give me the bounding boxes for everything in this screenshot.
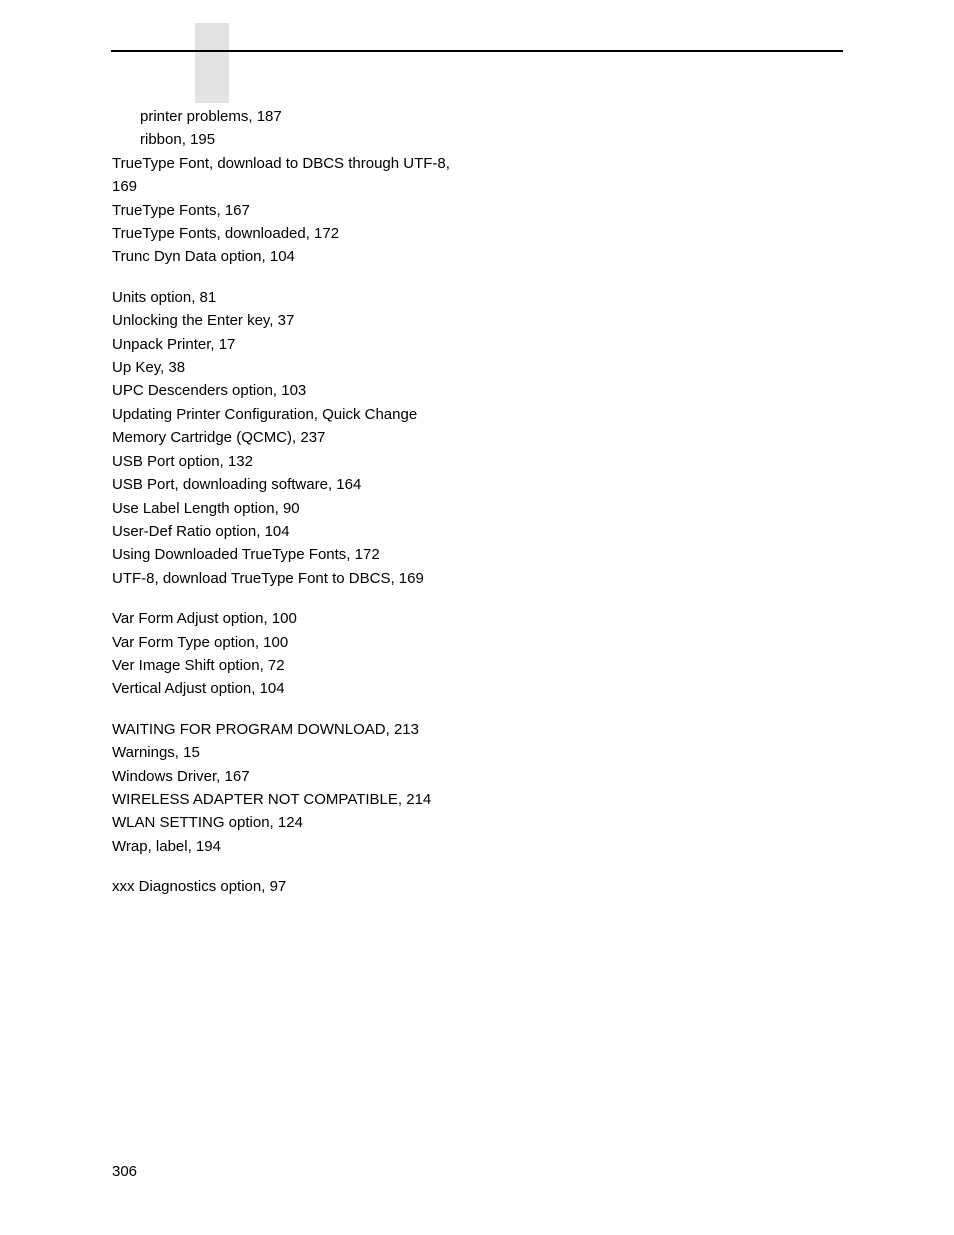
- index-entry: WLAN SETTING option, 124: [112, 814, 303, 832]
- index-entry: Units option, 81: [112, 288, 217, 306]
- page-number: 306: [112, 1163, 138, 1180]
- index-entry: TrueType Font, download to DBCS through UTF-8,: [112, 154, 450, 172]
- index-group: [112, 105, 532, 269]
- index-entry: Use Label Length option, 90: [112, 499, 300, 517]
- index-group: [112, 875, 532, 898]
- index-entry: Vertical Adjust option, 104: [112, 680, 285, 698]
- index-entry: TrueType Fonts, downloaded, 172: [112, 225, 340, 243]
- index-group: [112, 607, 532, 701]
- index-entry: WIRELESS ADAPTER NOT COMPATIBLE, 214: [112, 790, 432, 808]
- index-entry: 169: [112, 178, 138, 196]
- index-entry: Up Key, 38: [112, 359, 186, 377]
- index-entry: Unpack Printer, 17: [112, 335, 236, 353]
- index-entry: UTF-8, download TrueType Font to DBCS, 169: [112, 569, 424, 587]
- header-rule: [111, 50, 843, 52]
- index-entry: User-Def Ratio option, 104: [112, 522, 290, 540]
- index-entry: Memory Cartridge (QCMC), 237: [112, 429, 326, 447]
- index-entry: TrueType Fonts, 167: [112, 201, 250, 219]
- index-entry: USB Port option, 132: [112, 452, 253, 470]
- index-subentry: printer problems, 187: [140, 108, 282, 125]
- index-entry: Unlocking the Enter key, 37: [112, 312, 295, 330]
- index-group: [112, 718, 532, 858]
- index-entry: UPC Descenders option, 103: [112, 382, 307, 400]
- index-entry: Var Form Type option, 100: [112, 633, 289, 651]
- index-entry: Windows Driver, 167: [112, 767, 250, 785]
- index-entry: Using Downloaded TrueType Fonts, 172: [112, 546, 380, 564]
- index-entry: Warnings, 15: [112, 744, 200, 762]
- index-entry: USB Port, downloading software, 164: [112, 476, 362, 494]
- index-entry: Trunc Dyn Data option, 104: [112, 248, 295, 266]
- index-entry: Var Form Adjust option, 100: [112, 610, 297, 628]
- index-group: [112, 286, 532, 590]
- index-entry: Wrap, label, 194: [112, 837, 221, 855]
- header-tab-block: [195, 23, 229, 103]
- index-entry: xxx Diagnostics option, 97: [112, 878, 287, 896]
- index-subentry: ribbon, 195: [140, 131, 216, 149]
- index-entry: WAITING FOR PROGRAM DOWNLOAD, 213: [112, 720, 419, 738]
- index-entry: Updating Printer Configuration, Quick Change: [112, 405, 418, 423]
- index-entry: Ver Image Shift option, 72: [112, 656, 285, 674]
- index-column: [112, 105, 532, 899]
